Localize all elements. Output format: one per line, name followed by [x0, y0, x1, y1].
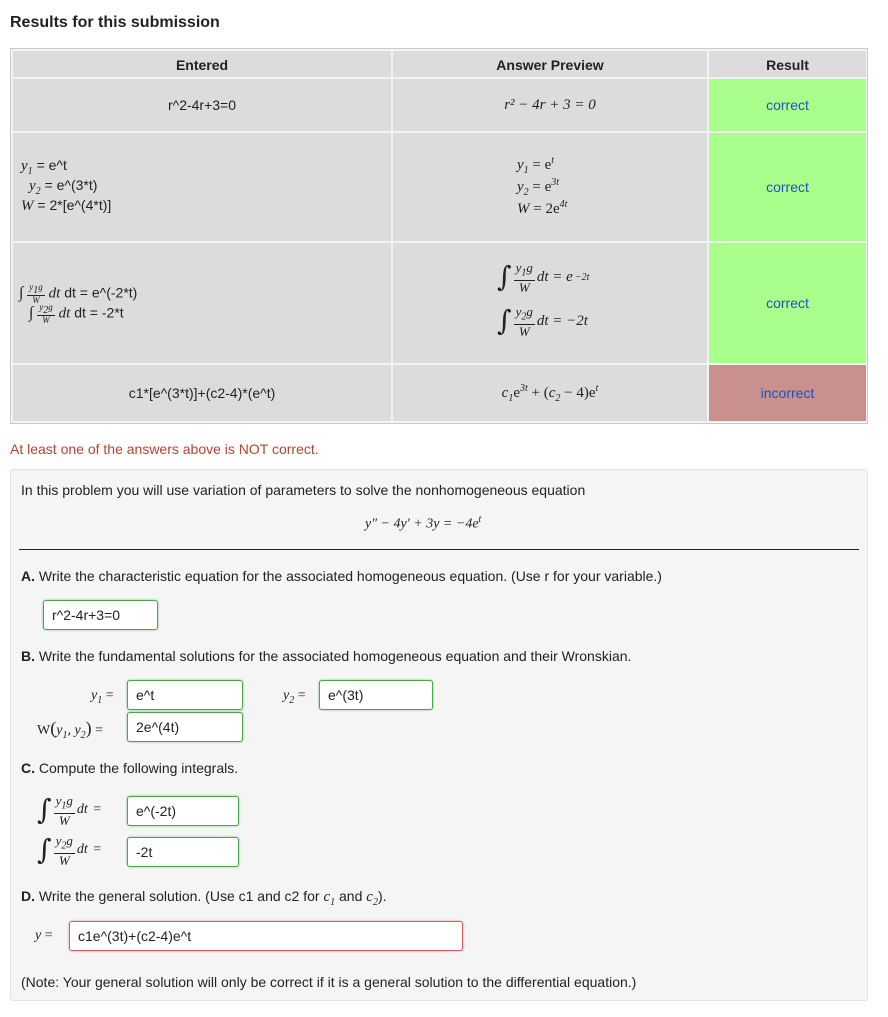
part-b-prompt: B. Write the fundamental solutions for the associated homogeneous equation and their Wronskian. [21, 648, 632, 664]
wronskian-input[interactable]: 2e^(4t) [127, 712, 243, 742]
row3-result-text: correct [766, 295, 809, 311]
header-result: Result [709, 51, 866, 77]
row2-preview [393, 133, 707, 241]
row2-preview-y1: $y_1 = e^t$ [517, 155, 555, 176]
y1-input[interactable]: e^t [127, 680, 243, 710]
integral1-input[interactable]: e^(-2t) [127, 796, 239, 826]
row4-preview [393, 365, 707, 421]
general-solution-label: y = [35, 928, 53, 943]
wronskian-label: $W(y_1$, $y_2$) = [37, 718, 104, 741]
integral2-input[interactable]: -2t [127, 837, 239, 867]
row1-preview [393, 79, 707, 131]
row3-result [709, 243, 866, 363]
row2-preview-w: $W = 2e^{4t}$ [517, 199, 568, 217]
row1-preview-math: r² − 4r + 3 = 0 [504, 96, 596, 113]
integral1-label: ∫ $\frac{y_1g}{W}$ dt = [37, 793, 102, 828]
row3-entered-int1: ∫ $\frac{y_1g}{W}$ dt dt = e^(-2*t) [19, 282, 138, 305]
results-table [10, 48, 868, 424]
header-entered: Entered [13, 51, 391, 77]
row3-entered [13, 243, 391, 363]
row3-preview [393, 243, 707, 363]
note-text: (Note: Your general solution will only be correct if it is a general solution to the differential equation.) [21, 974, 637, 990]
general-solution-input[interactable]: c1e^(3t)+(c2-4)e^t [69, 921, 463, 951]
row1-entered-text: r^2-4r+3=0 [167, 97, 237, 113]
row2-result [709, 133, 866, 241]
warning-message: At least one of the answers above is NOT correct. [10, 441, 319, 457]
characteristic-equation-input[interactable]: r^2-4r+3=0 [43, 600, 158, 630]
page-title: Results for this submission [10, 14, 220, 31]
row2-preview-y2: $y_2 = e^{3t}$ [517, 177, 560, 198]
row1-result-text: correct [766, 97, 809, 113]
row3-entered-int2: ∫ $\frac{y_2g}{W}$ dt dt = -2*t [29, 302, 124, 325]
divider [19, 549, 859, 550]
problem-panel [10, 469, 868, 1001]
row2-entered-y2: $y_2$ = e^(3*t) [29, 177, 98, 197]
part-c-prompt: C. Compute the following integrals. [21, 760, 239, 776]
row4-result-text: incorrect [760, 385, 815, 401]
part-d-prompt: D. Write the general solution. (Use c1 and c2 for $c_1$ and $c_2$). [21, 888, 387, 908]
row4-result [709, 365, 866, 421]
row2-result-text: correct [766, 179, 809, 195]
problem-intro: In this problem you will use variation of parameters to solve the nonhomogeneous equation [21, 482, 586, 498]
y2-label: $y_2$ = [283, 688, 306, 706]
y1-label: $y_1$ = [91, 688, 114, 706]
row2-entered [13, 133, 391, 241]
integral2-label: ∫ $\frac{y_2g}{W}$ dt = [37, 833, 102, 868]
row2-entered-y1: $y_1$ = e^t [21, 157, 67, 177]
row2-entered-w: W = 2*[e^(4*t)] [21, 197, 112, 214]
part-a-prompt: A. Write the characteristic equation for the associated homogeneous equation. (Use r for your variable.) [21, 568, 662, 584]
row1-result [709, 79, 866, 131]
row3-preview-int1: ∫ $\frac{y_1g}{W}$ dt = e −2t [497, 260, 590, 295]
y2-input[interactable]: e^(3t) [319, 680, 433, 710]
row4-preview-math: $c_1e^{3t} + (c_2 - 4)e^t$ [501, 382, 599, 404]
header-answer-preview: Answer Preview [393, 51, 707, 77]
row4-entered-text: c1*[e^(3*t)]+(c2-4)*(e^t) [128, 385, 276, 401]
row3-preview-int2: ∫ $\frac{y_2g}{W}$ dt = −2t [497, 304, 588, 339]
problem-equation: $y'' - 4y' + 3y = -4e^t$ [365, 514, 482, 532]
row4-entered [13, 365, 391, 421]
row1-entered [13, 79, 391, 131]
